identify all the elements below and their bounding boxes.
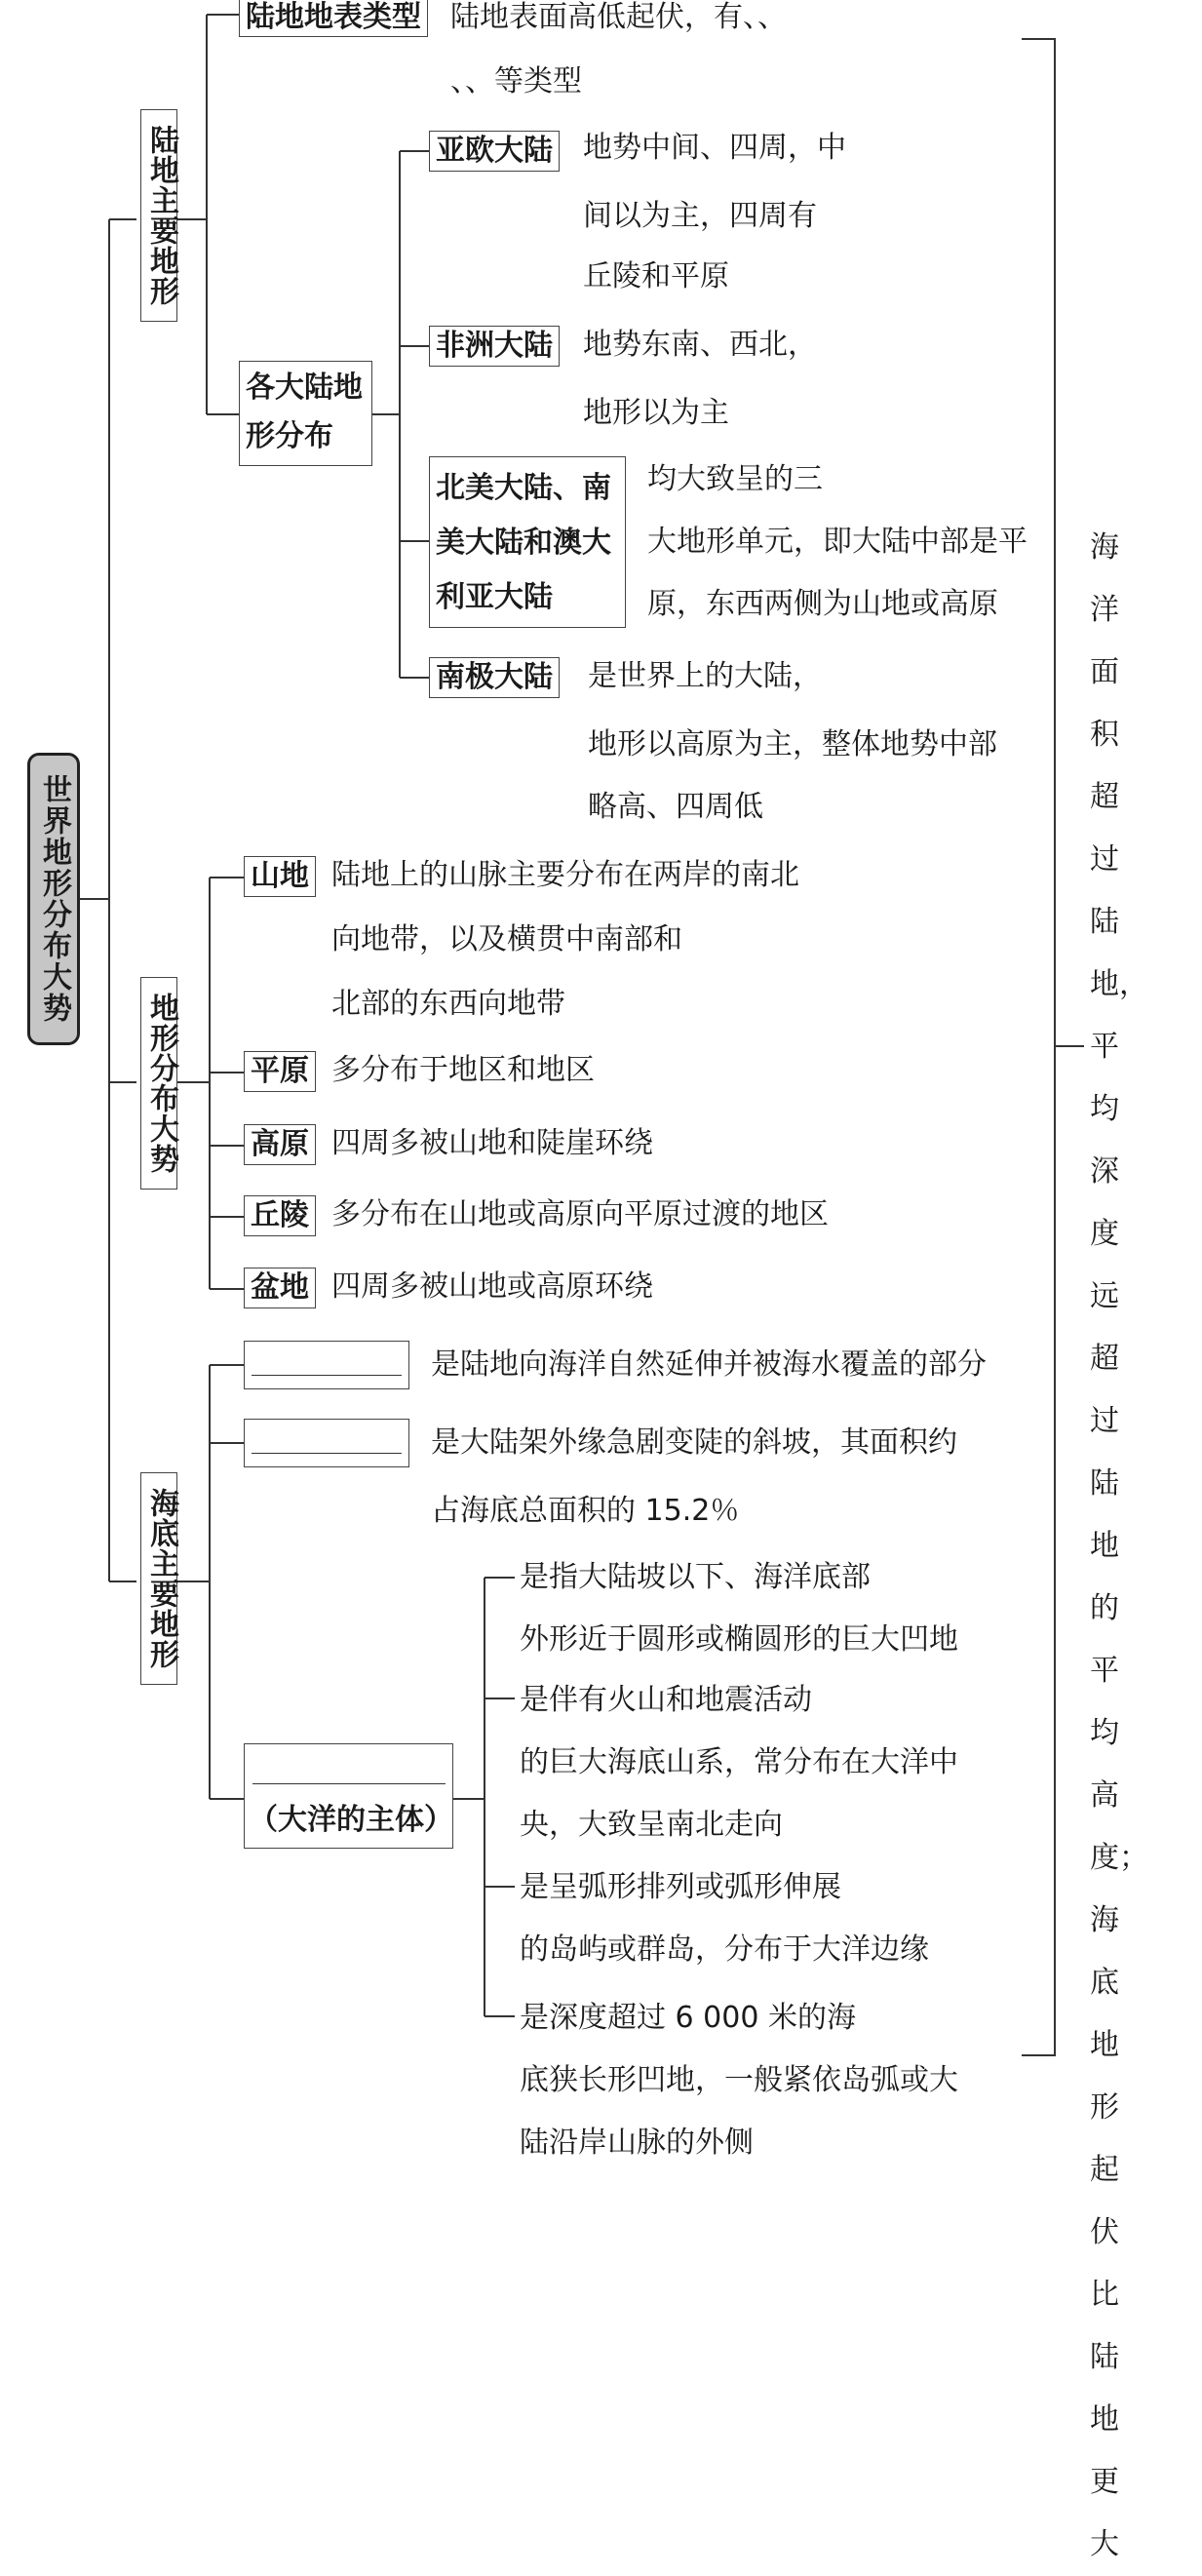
land-types-line1: 陆地表面高低起伏，有、、 — [450, 0, 787, 34]
section-label-landforms: 地形分布大势 — [140, 977, 177, 1190]
hill-line: 多分布在山地或高原向平原过渡的地区 — [331, 1197, 829, 1231]
shelf-blank-box — [244, 1341, 409, 1389]
ridge-line3: 央，大致呈南北走向 — [520, 1808, 783, 1842]
mountain-line1: 陆地上的山脉主要分布在两岸的南北 — [331, 858, 799, 892]
trench-line3: 陆沿岸山脉的外侧 — [520, 2126, 754, 2160]
americas-line2: 大地形单元，即大陆中部是平 — [647, 525, 1028, 559]
ocean-main-blank-line — [252, 1783, 446, 1784]
ridge-line1: 是伴有火山和地震活动 — [520, 1683, 812, 1717]
plateau-line: 四周多被山地和陡崖环绕 — [331, 1126, 653, 1160]
plateau-box: 高原 — [244, 1124, 316, 1165]
slope-blank-box — [244, 1419, 409, 1467]
americas-line1: 均大致呈的三 — [647, 462, 823, 496]
ocean-main-label: （大洋的主体） — [249, 1803, 453, 1837]
eurasia-line1: 地势中间、四周，中 — [583, 131, 846, 165]
africa-line2: 地形以为主 — [583, 396, 729, 430]
mountain-line2: 向地带，以及横贯中南部和 — [331, 922, 682, 956]
root-title: 世界地形分布大势 — [27, 753, 80, 1045]
shelf-blank-line — [252, 1375, 402, 1376]
ocean-basin-line2: 外形近于圆形或椭圆形的巨大凹地 — [520, 1622, 958, 1657]
antarctica-line2: 地形以高原为主，整体地势中部 — [588, 727, 997, 761]
mountain-line3: 北部的东西向地带 — [331, 987, 565, 1021]
island-arc-line2: 的岛屿或群岛，分布于大洋边缘 — [520, 1932, 929, 1967]
eurasia-box: 亚欧大陆 — [429, 131, 560, 172]
plain-line: 多分布于地区和地区 — [331, 1053, 595, 1087]
section-label-seafloor: 海底主要地形 — [140, 1472, 177, 1685]
continents-box: 各大陆地形分布 — [239, 361, 372, 466]
africa-box: 非洲大陆 — [429, 326, 560, 367]
slope-line1: 是大陆架外缘急剧变陡的斜坡，其面积约 — [431, 1425, 957, 1460]
plain-box: 平原 — [244, 1051, 316, 1092]
ocean-main-box — [244, 1743, 453, 1849]
slope-line2: 占海底总面积的 15.2％ — [431, 1494, 740, 1528]
shelf-line: 是陆地向海洋自然延伸并被海水覆盖的部分 — [431, 1347, 987, 1382]
antarctica-line3: 略高、四周低 — [588, 790, 763, 824]
americas-line3: 原，东西两侧为山地或高原 — [647, 587, 998, 621]
land-types-box: 陆地地表类型 — [239, 0, 428, 37]
basin-line: 四周多被山地或高原环绕 — [331, 1269, 653, 1304]
antarctica-box: 南极大陆 — [429, 657, 560, 698]
basin-box: 盆地 — [244, 1268, 316, 1308]
ocean-basin-line1: 是指大陆坡以下、海洋底部 — [520, 1560, 871, 1594]
africa-line1: 地势东南、西北， — [583, 328, 817, 362]
trench-line2: 底狭长形凹地，一般紧依岛弧或大 — [520, 2063, 958, 2097]
hill-box: 丘陵 — [244, 1195, 316, 1236]
antarctica-line1: 是世界上的大陆， — [588, 659, 822, 693]
eurasia-line2: 间以为主，四周有 — [583, 199, 817, 233]
americas-box: 北美大陆、南 美大陆和澳大 利亚大陆 — [429, 456, 626, 628]
slope-blank-line — [252, 1453, 402, 1454]
eurasia-line3: 丘陵和平原 — [583, 259, 729, 293]
trench-line1: 是深度超过 6 000 米的海 — [520, 2001, 856, 2035]
island-arc-line1: 是呈弧形排列或弧形伸展 — [520, 1870, 841, 1904]
summary-text: 海洋面积超过陆地，平均深度远超过陆地的平均高度；海底地形起伏比陆地更大 — [1090, 530, 1148, 2561]
land-types-line2: 、、等类型 — [450, 64, 582, 98]
mountain-box: 山地 — [244, 856, 316, 897]
section-label-land: 陆地主要地形 — [140, 109, 177, 322]
ridge-line2: 的巨大海底山系，常分布在大洋中 — [520, 1745, 958, 1779]
